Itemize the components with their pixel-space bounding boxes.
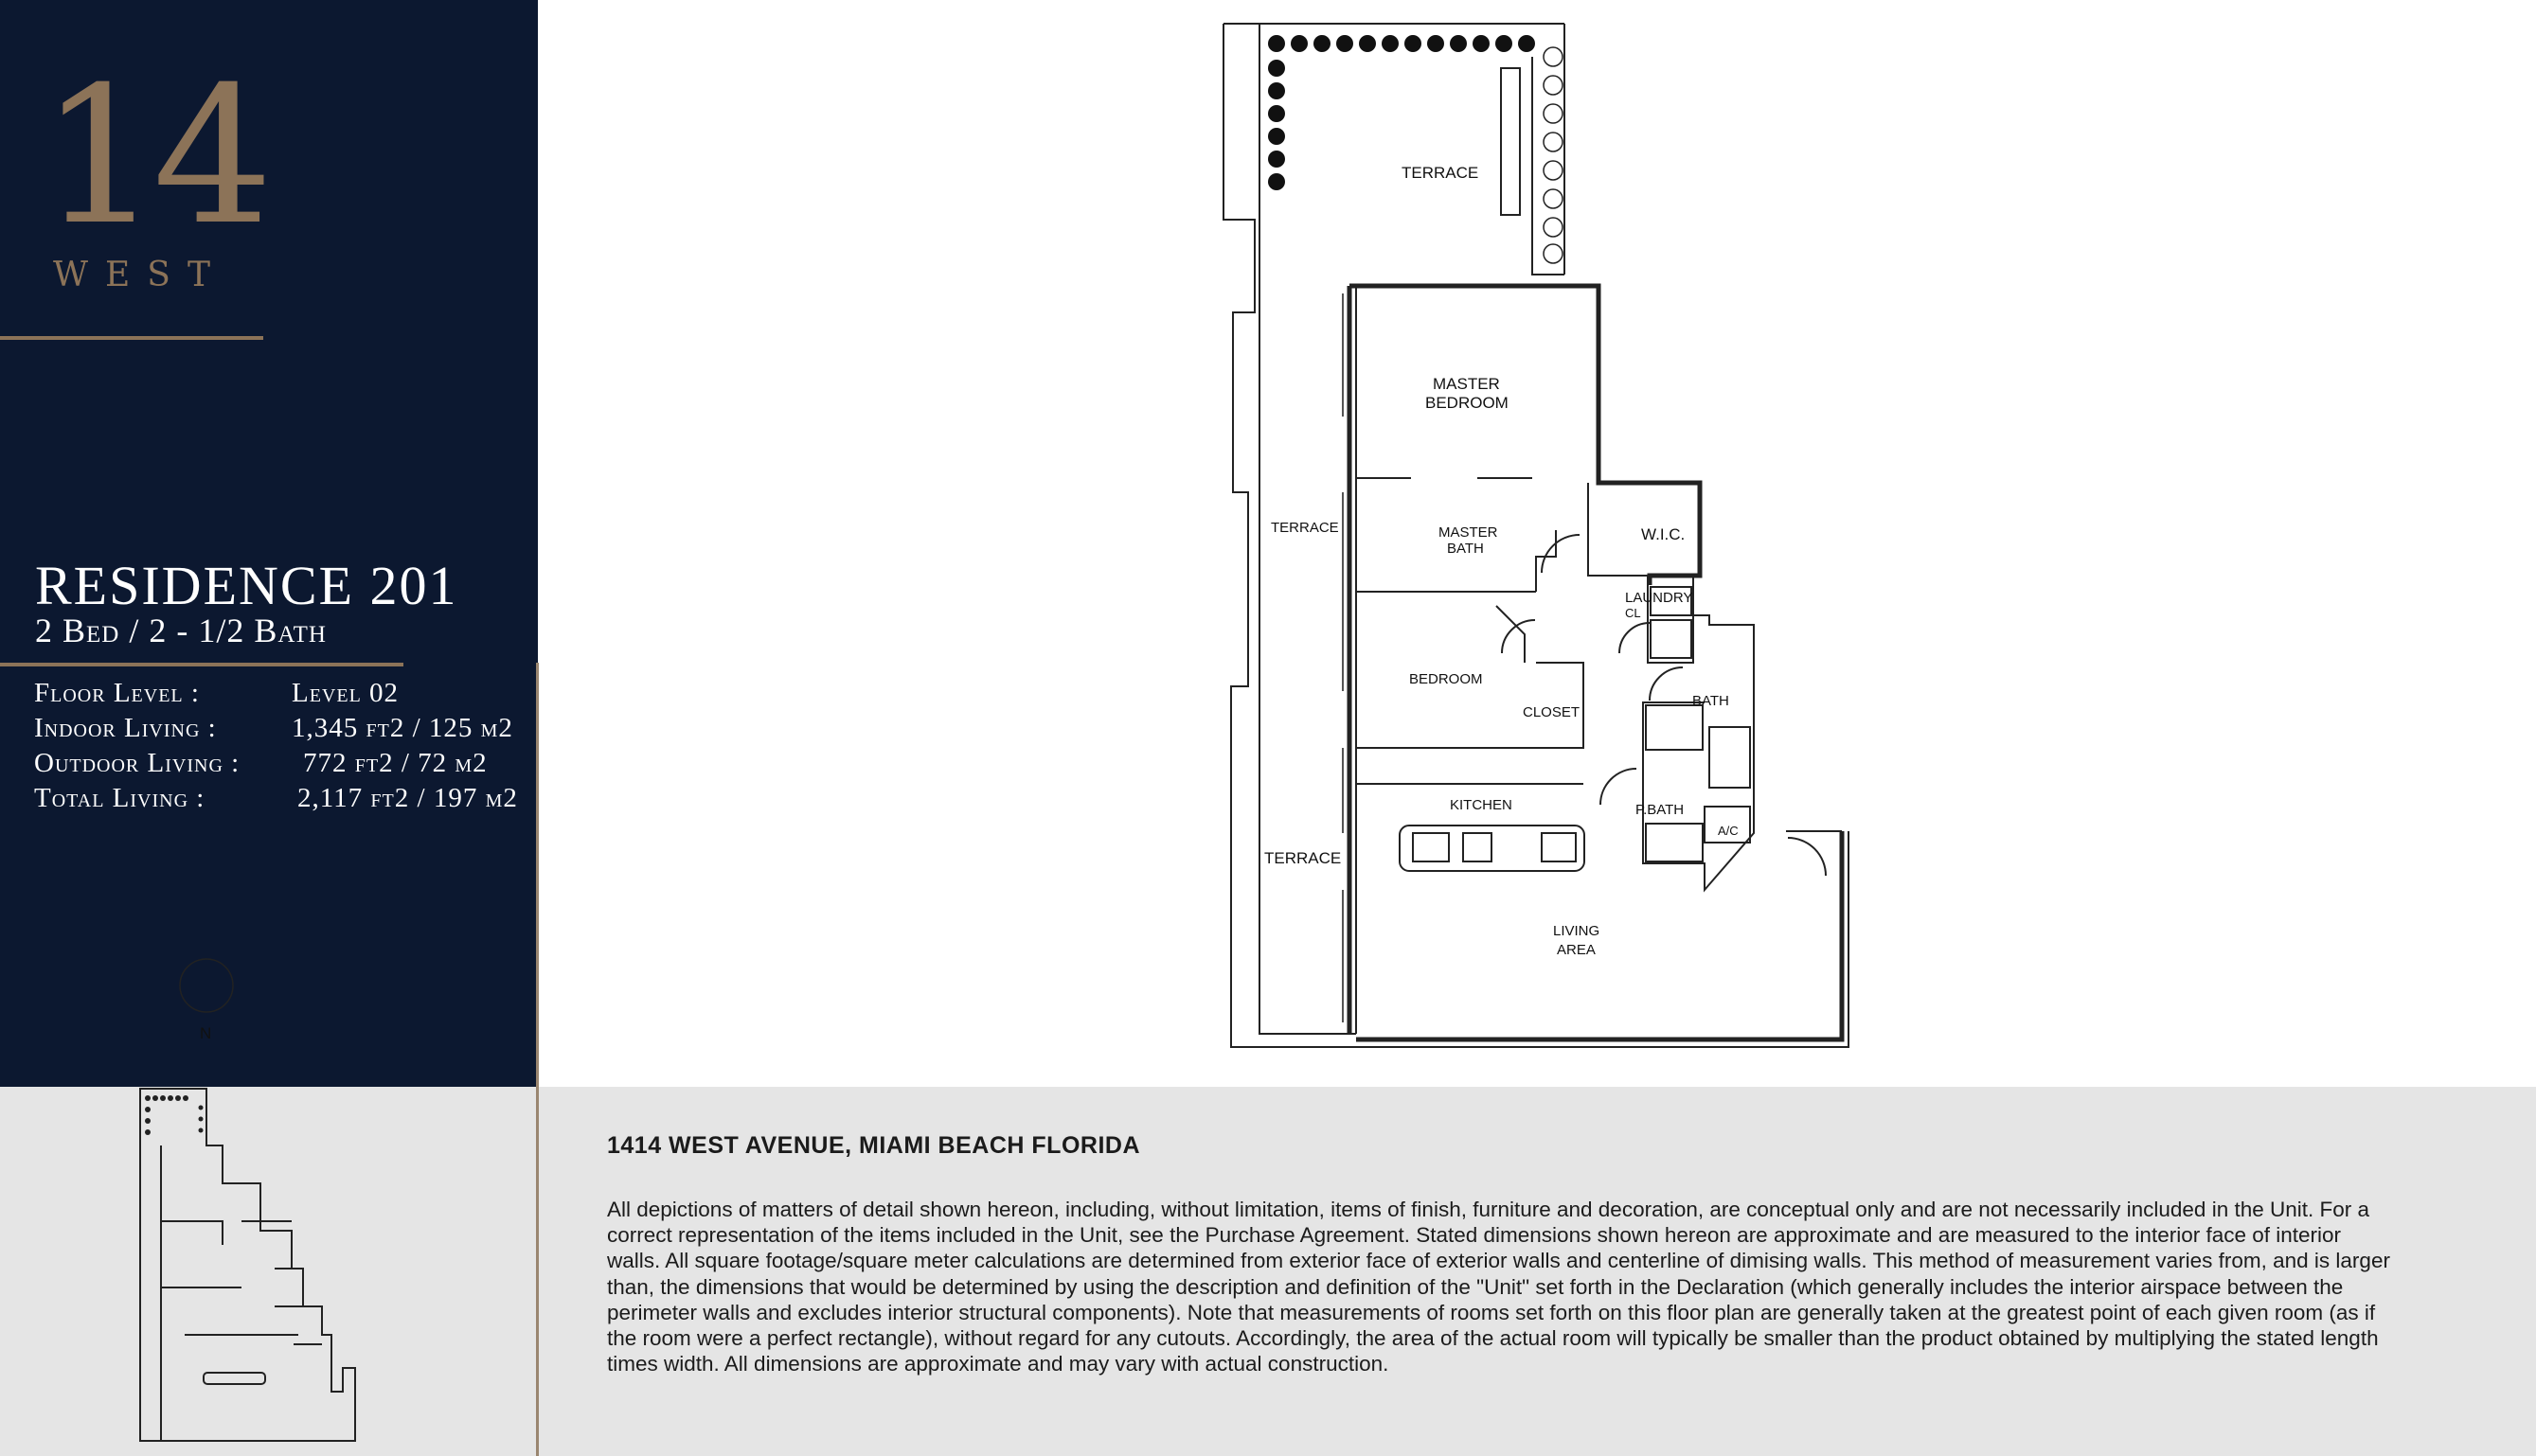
info-panel — [0, 0, 538, 1087]
legal-disclaimer: All depictions of matters of detail shown hereon, including, without limitation, items of finish, furniture and decoration, are conceptual only and are not necessarily included in the Unit. For a correct representation of the items included in the Unit, see the Purchase Agreement. Stated dimensions shown hereon are approximate and are measured to the interior face of interior walls. All square footage/square meter calculations are determined from exterior face of exterior walls and centerline of dimising walls. This method of measurement varies from, and is larger than, the dimensions that would be determined by using the description and definition of the "Unit" set forth in the Declaration (which generally includes the interior airspace between the perimeter walls and excludes interior structural components). Note that measurements of rooms set forth on this floor plan are generally taken at the greatest point of each given room (as if the room were a perfect rectangle), without regard for any cutouts. Accordingly, the area of the actual room will typically be smaller than the product obtained by multiplying the stated length times width. All dimensions are approximate and may vary with actual construction. — [607, 1198, 2390, 1376]
label-bath: BATH — [1692, 693, 1729, 709]
north-arrow-label: N — [200, 1024, 212, 1042]
residence-title: RESIDENCE 201 — [35, 555, 458, 616]
label-ac: A/C — [1718, 824, 1739, 838]
residence-divider — [0, 663, 403, 666]
stat-row-outdoor-living — [34, 748, 527, 783]
stat-label: Total Living : — [34, 783, 205, 813]
property-address: 1414 WEST AVENUE, MIAMI BEACH FLORIDA — [607, 1132, 1140, 1159]
label-laundry: LAUNDRY — [1625, 590, 1693, 606]
label-laundry-closet: CL — [1625, 606, 1641, 620]
stat-row-indoor-living — [34, 713, 527, 748]
label-terrace-side: TERRACE — [1271, 520, 1339, 536]
stat-value: 2,117 ft2 / 197 m2 — [297, 783, 518, 813]
stat-row-floor-level — [34, 678, 527, 713]
stat-value: 1,345 ft2 / 125 m2 — [292, 713, 513, 743]
stat-label: Outdoor Living : — [34, 748, 241, 778]
label-terrace-top: TERRACE — [1402, 164, 1479, 182]
label-master-bedroom-1: MASTER — [1433, 375, 1500, 393]
label-pbath: P.BATH — [1635, 802, 1685, 818]
key-plan-diagram — [133, 1089, 360, 1445]
logo-number: 14 — [40, 46, 266, 267]
stat-value: 772 ft2 / 72 m2 — [303, 748, 488, 778]
label-bedroom: BEDROOM — [1409, 671, 1483, 687]
logo-divider — [0, 336, 263, 340]
logo-word: WEST — [53, 256, 227, 294]
label-living-2: AREA — [1557, 942, 1596, 958]
stats-list — [34, 678, 527, 818]
label-master-bath-1: MASTER — [1438, 524, 1498, 541]
label-closet: CLOSET — [1523, 704, 1581, 720]
planter-box — [1501, 68, 1520, 215]
label-wic: W.I.C. — [1641, 525, 1686, 543]
label-living-1: LIVING — [1553, 923, 1600, 939]
label-terrace-lower: TERRACE — [1264, 849, 1342, 867]
stat-label: Indoor Living : — [34, 713, 217, 743]
stat-value: Level 02 — [292, 678, 400, 708]
label-kitchen: KITCHEN — [1450, 797, 1512, 813]
stat-label: Floor Level : — [34, 678, 200, 708]
label-master-bath-2: BATH — [1447, 541, 1484, 557]
stat-row-total-living — [34, 783, 527, 818]
label-master-bedroom-2: BEDROOM — [1425, 394, 1509, 412]
residence-subtitle: 2 Bed / 2 - 1/2 Bath — [35, 612, 327, 649]
